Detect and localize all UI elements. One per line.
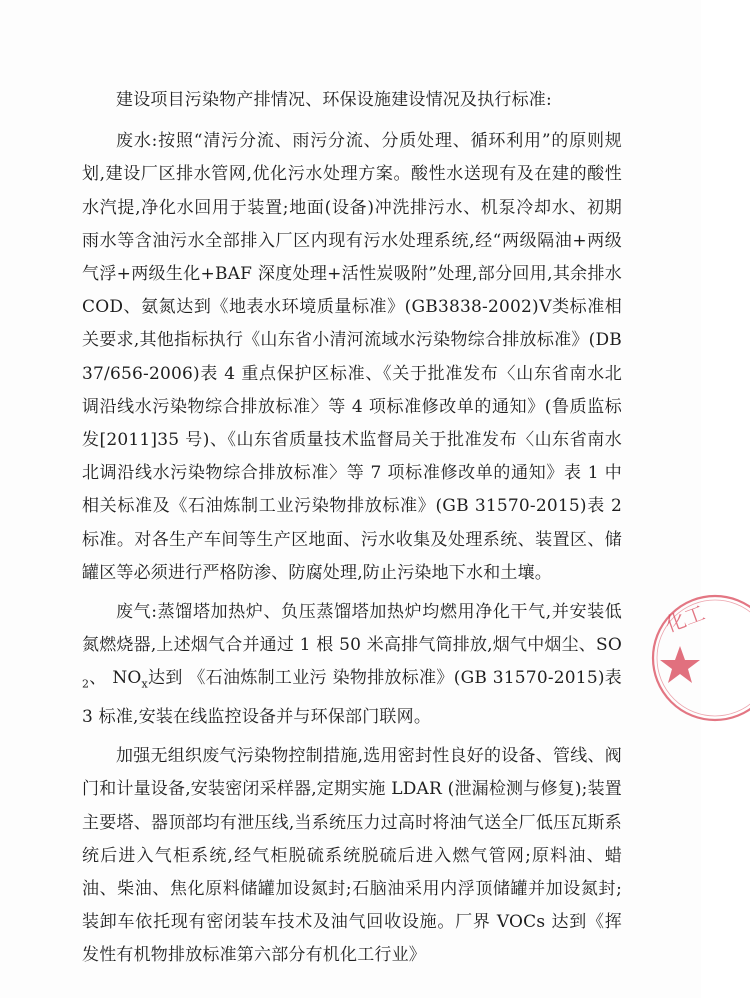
seal-star-icon (660, 646, 700, 683)
wastegas-text-prefix: 废气:蒸馏塔加热炉、负压蒸馏塔加热炉均燃用净化干气,并安装低氮燃烧器,上述烟气合并通过 1 根 50 米高排气筒排放,烟气中烟尘、SO (82, 602, 622, 656)
intro-paragraph: 建设项目污染物产排情况、环保设施建设情况及执行标准: (116, 90, 552, 110)
fugitive-emissions-paragraph: 加强无组织废气污染物控制措施,选用密封性良好的设备、管线、阀门和计量设备,安装密闭采样器,定期实施 LDAR (泄漏检测与修复);装置主要塔、器顶部均有泄压线,当系统压力过高时将油气送全厂低压瓦斯系统后进入气柜系统,经气柜脱硫系统脱硫后进入燃气管网;原料油、蜡油、柴油、焦化原料储罐加设氮封;石脑油采用内浮顶储罐并加设氮封;装卸车依托现有密闭装车技术及油气回收设施。厂界 VOCs 达到《挥发性有机物排放标准第六部分有机化工行业》 (82, 746, 623, 966)
wastegas-text-rest: 达到 《石油炼制工业污 染物排放标准》(GB 31570-2015)表 3 标准,安装在线监控设备并与环保部门联网。 (82, 668, 622, 728)
official-seal-stamp (640, 588, 750, 728)
nox-subscript: x (141, 677, 148, 691)
so2-subscript: 2 (82, 677, 90, 691)
wastegas-text-middle: 、 NO (89, 668, 142, 689)
wastegas-paragraph (82, 596, 622, 734)
seal-text: 化工 (662, 600, 709, 637)
wastewater-paragraph: 废水:按照“清污分流、雨污分流、分质处理、循环利用”的原则规划,建设厂区排水管网,优化污水处理方案。酸性水送现有及在建的酸性水汽提,净化水回用于装置;地面(设备)冲洗排污水、机泵冷却水、初期雨水等含油污水全部排入厂区内现有污水处理系统,经“两级隔油+两级气浮+两级生化+BAF 深度处理+活性炭吸附”处理,部分回用,其余排水 COD、氨氮达到《地表水环境质量标准》(GB3838-2002)Ⅴ类标准相关要求,其他指标执行《山东省小清河流域水污染物综合排放标准》(DB37/656-2006)表 4 重点保护区标准、《关于批准发布〈山东省南水北调沿线水污染物综合排放标准〉等 4 项标准修改单的通知》(鲁质监标发[2011]35 号)、《山东省质量技术监督局关于批准发布〈山东省南水北调沿线水污染物综合排放标准〉等 7 项标准修改单的通知》表 1 中相关标准及《石油炼制工业污染物排放标准》(GB 31570-2015)表 2 标准。对各生产车间等生产区地面、污水收集及处理系统、装置区、储罐区等必须进行严格防渗、防腐处理,防止污染地下水和土壤。 (82, 131, 622, 583)
document-body (82, 84, 622, 979)
